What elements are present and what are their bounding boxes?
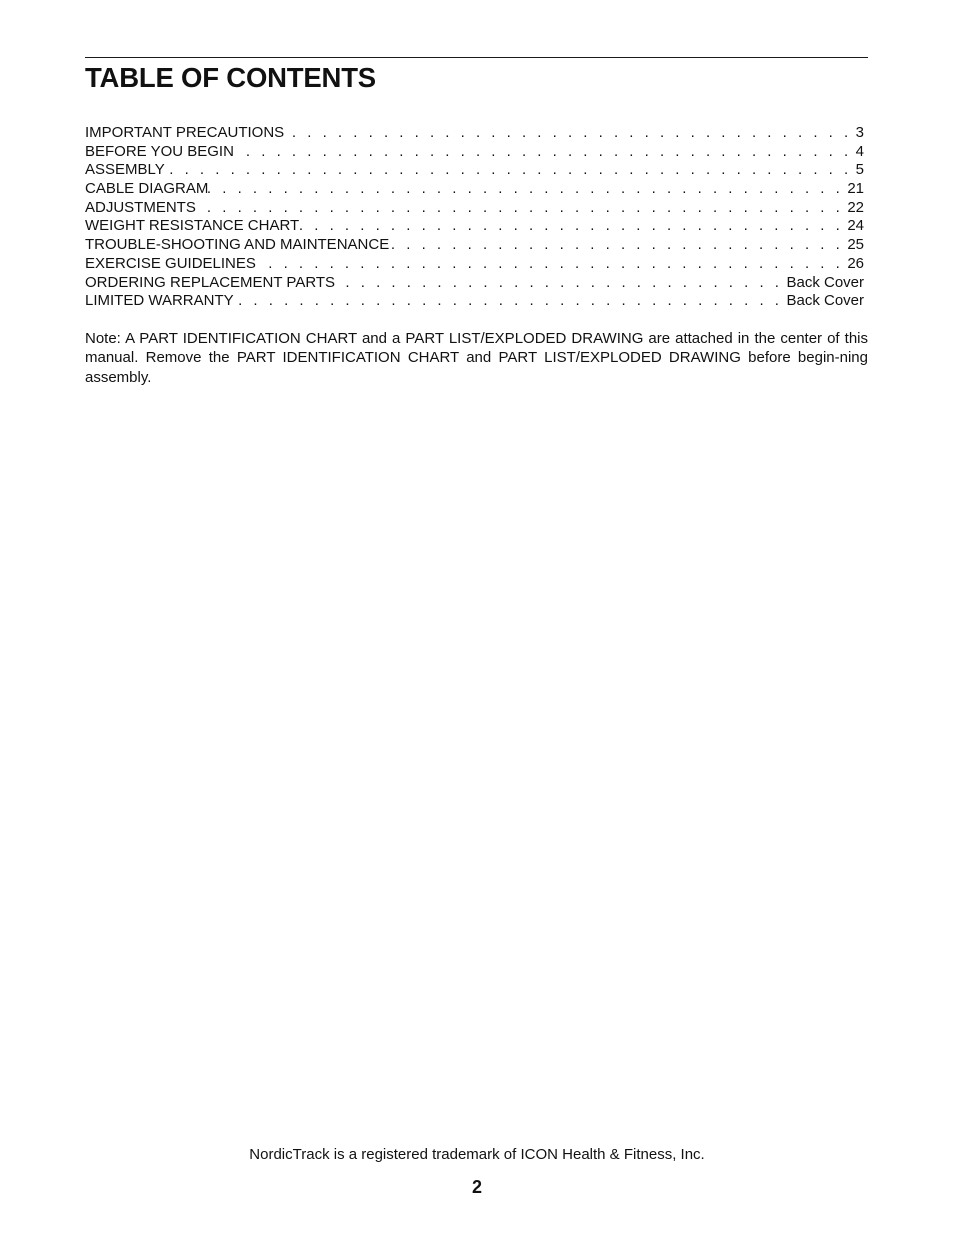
dot-leader	[196, 199, 847, 218]
table-of-contents	[85, 124, 864, 311]
dot-leader	[165, 161, 856, 180]
toc-entry-page: 25	[847, 236, 864, 254]
toc-entry-title: ORDERING REPLACEMENT PARTS	[85, 273, 336, 291]
toc-entry-title: CABLE DIAGRAM	[85, 180, 209, 198]
toc-entry-title: TROUBLE-SHOOTING AND MAINTENANCE	[85, 236, 390, 254]
toc-entry-weight-resistance-chart[interactable]	[85, 217, 864, 236]
dot-leader	[389, 236, 847, 255]
toc-entry-page: Back Cover	[786, 273, 864, 291]
page-title: TABLE OF CONTENTS	[85, 62, 376, 93]
toc-entry-limited-warranty[interactable]	[85, 292, 864, 311]
toc-entry-page: 5	[855, 161, 864, 179]
toc-entry-title: WEIGHT RESISTANCE CHART	[85, 217, 300, 235]
toc-entry-cable-diagram[interactable]	[85, 180, 864, 199]
toc-entry-page: Back Cover	[786, 292, 864, 310]
dot-leader	[234, 143, 856, 162]
toc-entry-title: BEFORE YOU BEGIN	[85, 142, 234, 160]
assembly-note: Note: A PART IDENTIFICATION CHART and a PART LIST/EXPLODED DRAWING are attached in the center of this manual. Remove the PART IDENTIFICATION CHART and PART LIST/EXPLODED DRAWING before begin-ning assembly.	[85, 330, 868, 386]
toc-entry-page: 3	[855, 124, 864, 141]
dot-leader	[299, 217, 847, 236]
toc-entry-title: ASSEMBLY	[85, 161, 165, 179]
toc-entry-title: IMPORTANT PRECAUTIONS	[85, 124, 285, 141]
toc-entry-title: EXERCISE GUIDELINES	[85, 254, 256, 272]
toc-entry-assembly[interactable]	[85, 161, 864, 180]
toc-entry-important-precautions[interactable]	[85, 124, 864, 143]
toc-entry-title: ADJUSTMENTS	[85, 198, 196, 216]
toc-entry-page: 4	[855, 142, 864, 160]
dot-leader	[208, 180, 847, 199]
page-number: 2	[471, 1177, 482, 1197]
header-rule	[85, 57, 868, 58]
toc-entry-trouble-shooting[interactable]	[85, 236, 864, 255]
dot-leader	[256, 255, 847, 274]
toc-entry-page: 21	[847, 180, 864, 198]
dot-leader	[335, 274, 786, 293]
toc-entry-title: LIMITED WARRANTY	[85, 292, 234, 310]
toc-entry-page: 24	[847, 217, 864, 235]
toc-entry-exercise-guidelines[interactable]	[85, 255, 864, 274]
dot-leader	[234, 292, 787, 311]
toc-entry-ordering-replacement-parts[interactable]	[85, 274, 864, 293]
toc-entry-page: 26	[847, 254, 864, 272]
toc-entry-before-you-begin[interactable]	[85, 143, 864, 162]
dot-leader	[284, 124, 855, 143]
toc-entry-page: 22	[847, 198, 864, 216]
toc-entry-adjustments[interactable]	[85, 199, 864, 218]
trademark-notice: NordicTrack is a registered trademark of ICON Health & Fitness, Inc.	[249, 1146, 705, 1163]
